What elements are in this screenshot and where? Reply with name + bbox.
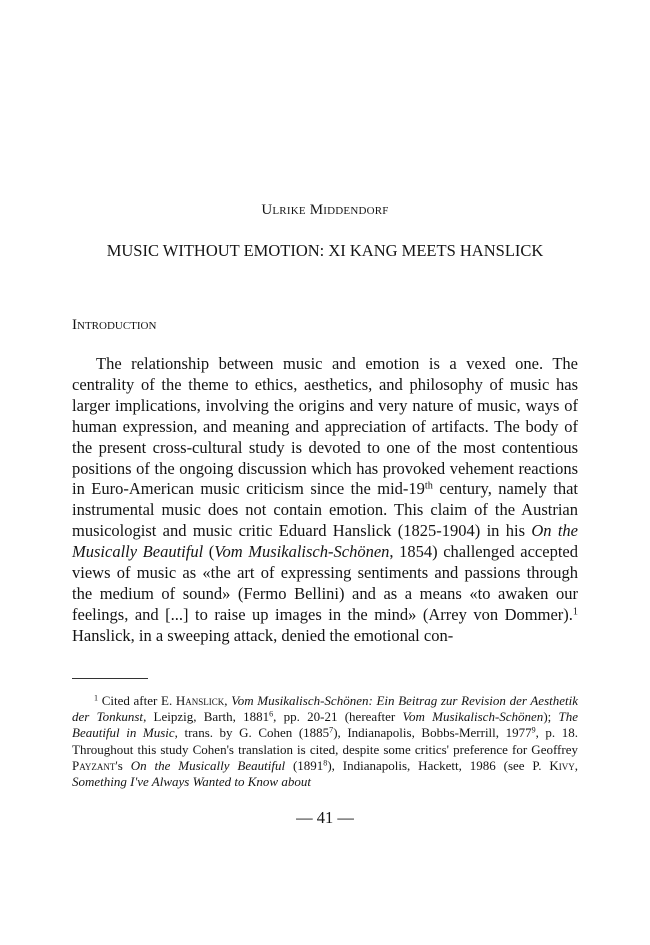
work-title-german: Vom Musikalisch-Schönen xyxy=(214,542,390,562)
footnote-text: Cited after E. xyxy=(98,693,176,708)
body-text: century, namely that instrumental music does not contain emotion. This claim of the Austrian musicologist and music critic Eduard Hanslick (1825-1904) in his xyxy=(72,479,578,541)
page-number: — 41 — xyxy=(296,808,354,827)
footnote-text: ), Indianapolis, Bobbs-Merrill, 1977 xyxy=(333,725,532,741)
footnote-text: ), Indianapolis, Hackett, 1986 (see P. xyxy=(327,757,550,773)
edition-superscript: 6 xyxy=(269,709,274,719)
body-text: Hanslick, in a sweeping attack, denied the emotional con- xyxy=(72,625,454,645)
ordinal-superscript: th xyxy=(424,480,433,492)
edition-superscript: 7 xyxy=(329,725,334,735)
footnote-text: , p. 18. Throughout this study Cohen's translation is cited, despite some critics' preference for Geoffrey xyxy=(72,725,578,757)
footnote-text: , Leipzig, Barth, 1881 xyxy=(143,709,270,725)
footnote-rule xyxy=(72,678,148,679)
author-name: Ulrike Middendorf xyxy=(261,202,389,218)
cited-title: Something I've Always Wanted to Know about xyxy=(72,774,311,790)
footnote-text: 's xyxy=(115,757,131,773)
footnote-text: , xyxy=(224,693,232,708)
footnote-text: , xyxy=(574,757,578,773)
footnote-text: ); xyxy=(543,709,559,725)
cited-title: On the Musically Beautiful xyxy=(130,757,286,773)
cited-title: Vom Musikalisch-Schönen: Ein Beitrag zur Revision der Aesthetik der Tonkunst xyxy=(72,693,579,725)
author-ref: Hanslick xyxy=(175,693,225,708)
cited-title: Vom Musikalisch-Schönen xyxy=(402,709,544,725)
footnote-text: , trans. by G. Cohen (1885 xyxy=(174,725,330,741)
work-title: On the Musically Beautiful xyxy=(72,521,579,562)
footnote-number: 1 xyxy=(94,693,99,703)
edition-superscript: 9 xyxy=(531,725,536,735)
author-ref: Kivy xyxy=(549,757,575,773)
footnote-text: , pp. 20-21 (hereafter xyxy=(273,709,403,725)
footnote xyxy=(72,693,578,790)
body-text: , 1854) challenged accepted views of music as «the art of expressing sentiments and passions through the medium of sound» (Fermo Bellini) and as a means «to awaken our feelings, and [...] to raise up images in the mind» (Arrey von Dommer). xyxy=(72,542,578,624)
edition-superscript: 8 xyxy=(323,758,328,768)
section-heading: Introduction xyxy=(72,317,157,333)
footnote-reference[interactable]: 1 xyxy=(572,606,578,618)
body-paragraph xyxy=(72,354,578,647)
author-ref: Payzant xyxy=(72,757,116,773)
body-text: The relationship between music and emotion is a vexed one. The centrality of the theme to ethics, aesthetics, and philosophy of music has larger implications, involving the origins and very nature of music, ways of human expression, and meaning and appreciation of artifacts. The body of the present cross-cultural study is devoted to one of the most contentious positions of the ongoing discussion which has provoked vehement reactions in Euro-American music criticism since the mid-19 xyxy=(72,354,578,499)
cited-title: The Beautiful in Music xyxy=(72,709,578,741)
body-text: ( xyxy=(203,542,215,562)
footnote-text: (1891 xyxy=(285,757,324,773)
paper-title: MUSIC WITHOUT EMOTION: XI KANG MEETS HANSLICK xyxy=(106,241,544,260)
